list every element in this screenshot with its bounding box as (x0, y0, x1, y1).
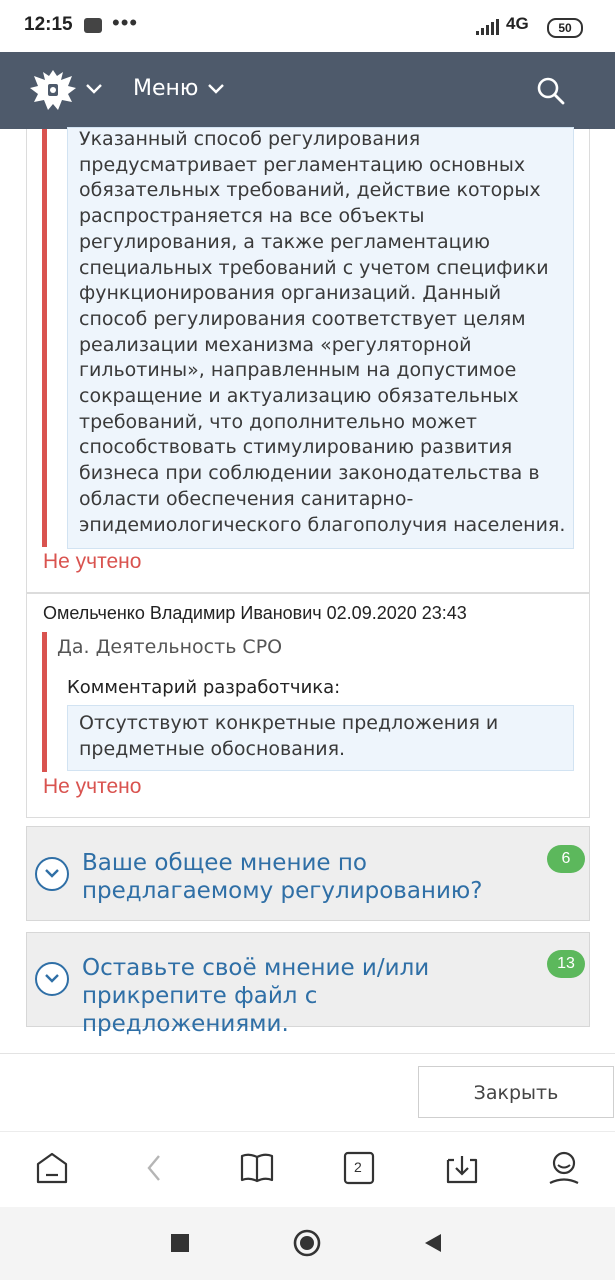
developer-comment-text: Указанный способ регулирования предусматривает регламентацию основных обязательных требований, действие которых распространяется на все объекты регулирования, а также регламентацию специальных требований с учетом специфики функционирования организаций. Данный способ регулирования соответствует целям реализации механизма «регуляторной гильотины», направленным на допустимое сокращение и актуализацию обязательных требований, что дополнительно может способствовать стимулированию развития бизнеса при соблюдении законодательства в области обеспечения санитарно-эпидемиологического благополучия населения. (79, 128, 566, 536)
status-not-accepted: Не учтено (43, 775, 142, 798)
count-badge: 6 (547, 845, 585, 873)
developer-comment-label: Комментарий разработчика: (67, 677, 341, 698)
accordion-title[interactable]: Оставьте своё мнение и/или прикрепите файл с предложениями. (82, 955, 430, 1037)
home-icon[interactable] (32, 1148, 72, 1188)
footer-divider (0, 1053, 615, 1054)
menu-chevron-icon[interactable] (206, 82, 226, 96)
signal-icon (476, 19, 500, 35)
status-not-accepted: Не учтено (43, 550, 142, 573)
menu-button[interactable]: Меню (133, 76, 199, 101)
network-type: 4G (506, 14, 529, 33)
close-button[interactable]: Закрыть (418, 1066, 614, 1118)
coat-of-arms-logo[interactable] (28, 66, 78, 114)
tabs-count: 2 (354, 1159, 362, 1175)
battery-indicator: 50 (547, 18, 583, 38)
recent-apps-icon[interactable] (171, 1234, 189, 1252)
more-notifications-icon: ••• (112, 10, 139, 35)
browser-toolbar (0, 1131, 615, 1208)
count-badge: 13 (547, 950, 585, 978)
comment-accent-bar (42, 129, 47, 547)
search-icon[interactable] (536, 76, 566, 106)
downloads-icon[interactable] (442, 1148, 482, 1188)
back-icon[interactable] (135, 1148, 175, 1188)
chevron-down-icon[interactable] (84, 82, 104, 96)
accordion-title[interactable]: Ваше общее мнение по предлагаемому регулированию? (82, 850, 483, 904)
tabs-button[interactable] (339, 1148, 379, 1188)
status-time: 12:15 (24, 14, 73, 35)
comment-answer: Да. Деятельность СРО (57, 636, 283, 658)
message-notification-icon (84, 18, 102, 33)
developer-comment-text: Отсутствуют конкретные предложения и предметные обоснования. (79, 712, 499, 760)
chevron-down-circle-icon[interactable] (35, 962, 69, 996)
profile-icon[interactable] (544, 1148, 584, 1188)
chevron-down-circle-icon[interactable] (35, 857, 69, 891)
bookmarks-icon[interactable] (237, 1148, 277, 1188)
back-nav-icon[interactable] (423, 1233, 443, 1253)
comment-accent-bar (42, 632, 47, 772)
comment-author: Омельченко Владимир Иванович 02.09.2020 23:43 (43, 603, 467, 623)
home-nav-icon[interactable] (293, 1229, 321, 1257)
